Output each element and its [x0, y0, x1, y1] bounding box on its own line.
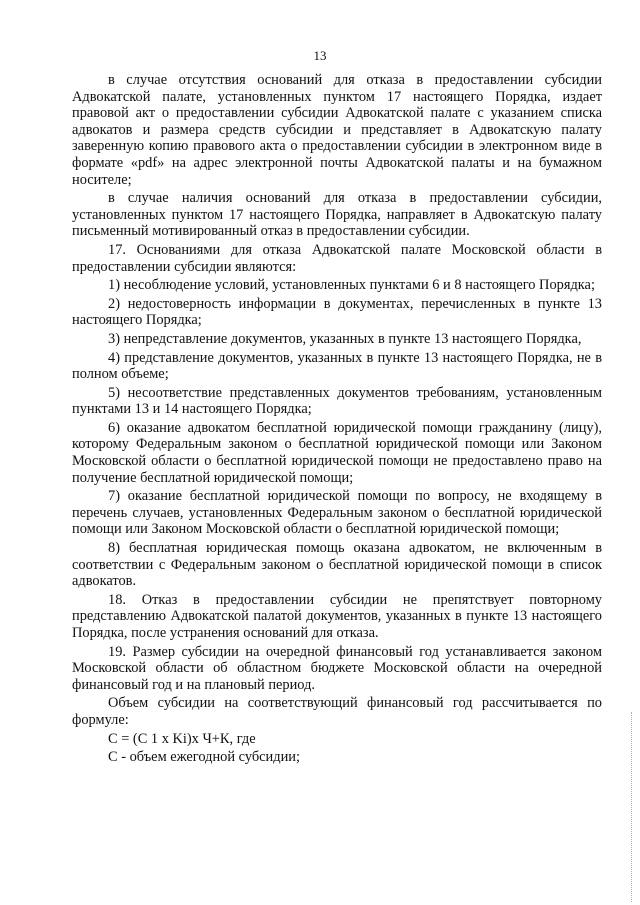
paragraph-19: 19. Размер субсидии на очередной финансовый год устанавливается законом Московской области об областном бюджете Московской области на очередной финансовый год и на плановый период. [72, 643, 602, 693]
document-body [72, 72, 602, 768]
paragraph-18: 18. Отказ в предоставлении субсидии не препятствует повторному представлению Адвокатской палатой документов, указанных в пункте 13 настоящего Порядка, после устранения оснований для отказа. [72, 591, 602, 641]
paragraph-no-refusal: в случае отсутствия оснований для отказа в предоставлении субсидии Адвокатской палате, установленных пунктом 17 настоящего Порядка, издает правовой акт о предоставлении субсидии Адвокатской палате с указанием списка адвокатов и размера средств субсидии и представляет в Адвокатскую палату заверенную копию правового акта о предоставлении субсидии в электронном виде в формате «pdf» на адрес электронной почты Адвокатской палаты и на бумажном носителе; [72, 72, 602, 188]
formula-definition: С - объем ежегодной субсидии; [108, 749, 300, 766]
formula: С = (С 1 х Ki)х Ч+К, где [108, 730, 256, 747]
list-item-2: 2) недостоверность информации в документах, перечисленных в пункте 13 настоящего Порядка; [72, 295, 602, 329]
list-item-7: 7) оказание бесплатной юридической помощи по вопросу, не входящему в перечень случаев, установленных Федеральным законом о бесплатной юридической помощи или Законом Московской области о бесплатной юридической помощи; [72, 488, 602, 538]
list-item-6: 6) оказание адвокатом бесплатной юридической помощи гражданину (лицу), которому Федеральным законом о бесплатной юридической помощи или Законом Московской области о бесплатной юридической помощи не предоставлено право на получение бесплатной юридической помощи; [72, 419, 602, 486]
list-item-3: 3) непредставление документов, указанных в пункте 13 настоящего Порядка, [108, 330, 582, 347]
list-item-8: 8) бесплатная юридическая помощь оказана адвокатом, не включенным в соответствии с Федеральным законом о бесплатной юридической помощи в список адвокатов. [72, 540, 602, 590]
paragraph-formula-intro: Объем субсидии на соответствующий финансовый год рассчитывается по формуле: [72, 695, 602, 728]
list-item-5: 5) несоответствие представленных документов требованиям, установленным пунктами 13 и 14 настоящего Порядка; [72, 384, 602, 418]
page-number: 13 [313, 48, 327, 63]
paragraph-refusal: в случае наличия оснований для отказа в предоставлении субсидии, установленных пунктом 17 настоящего Порядка, направляет в Адвокатскую палату письменный мотивированный отказ в предоставлении субсидии. [72, 190, 602, 240]
scan-edge-mark [631, 712, 634, 902]
paragraph-17-grounds: 17. Основаниями для отказа Адвокатской палате Московской области в предоставлении субсидии являются: [72, 241, 602, 275]
list-item-4: 4) представление документов, указанных в пункте 13 настоящего Порядка, не в полном объеме; [72, 349, 602, 383]
list-item-1: 1) несоблюдение условий, установленных пунктами 6 и 8 настоящего Порядка; [108, 277, 595, 294]
